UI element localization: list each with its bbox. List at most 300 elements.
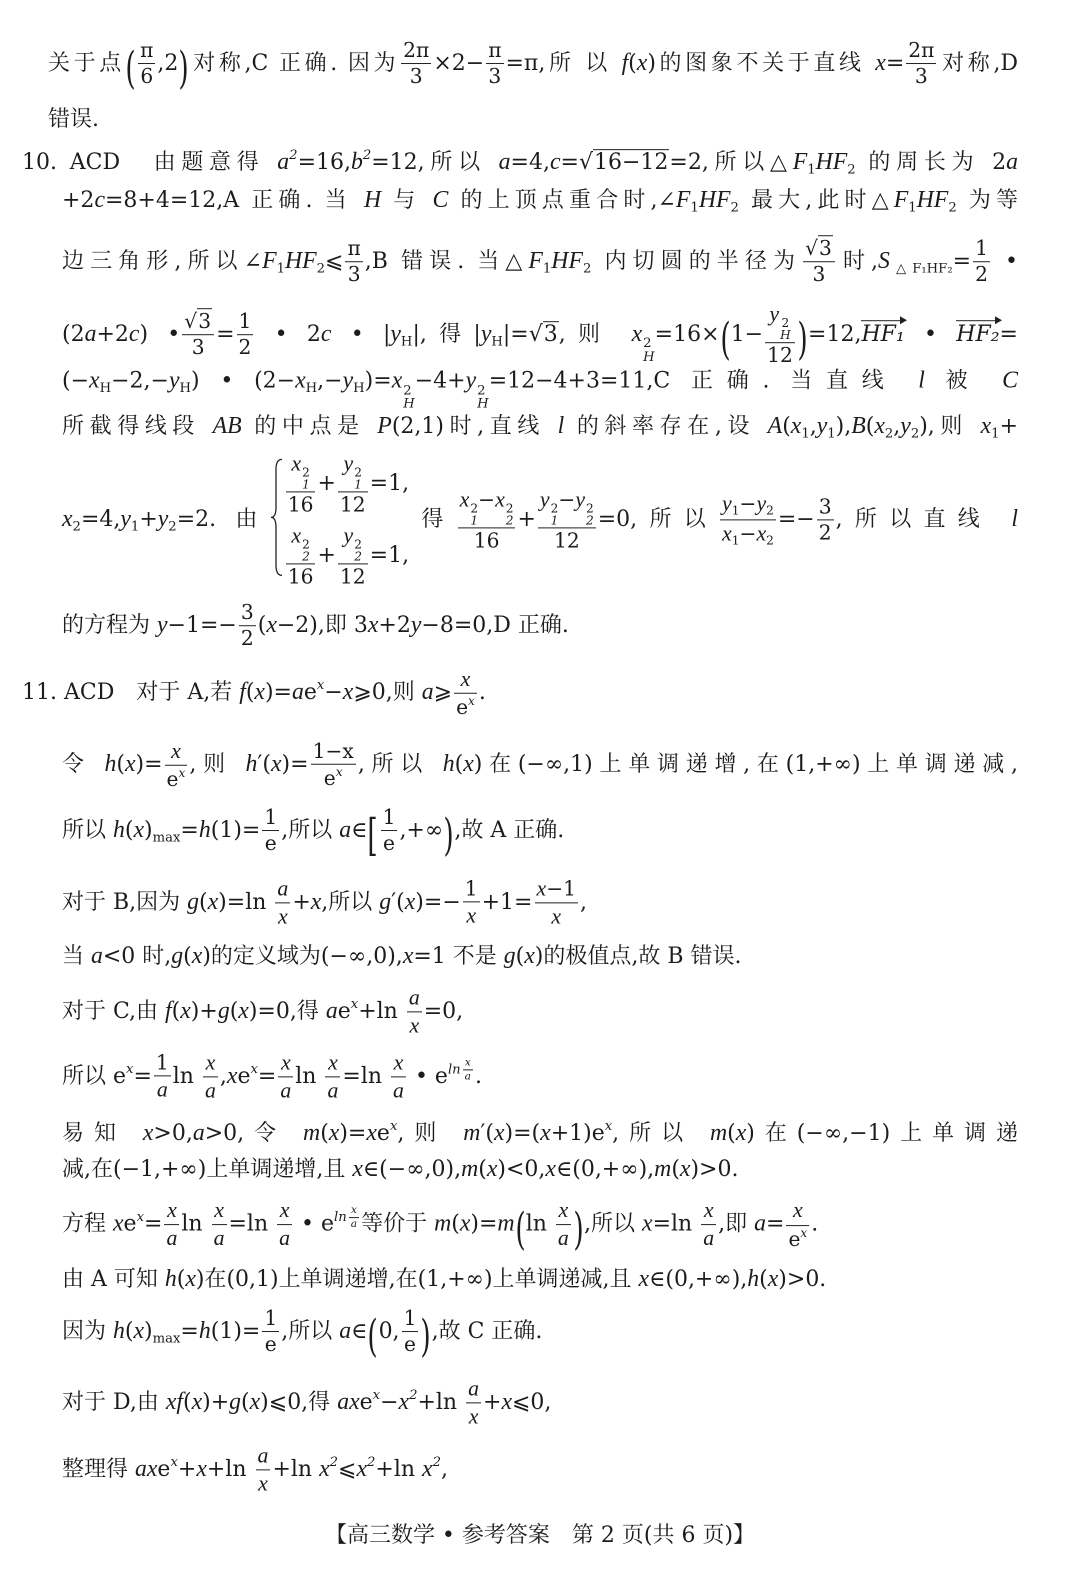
text-run: f bbox=[621, 49, 629, 76]
math-variable bbox=[327, 1079, 338, 1103]
text-run: x bbox=[133, 1317, 145, 1344]
math-variable bbox=[875, 50, 886, 76]
text-run: ln bbox=[525, 1211, 554, 1237]
denominator bbox=[458, 529, 516, 553]
numerator bbox=[535, 876, 579, 903]
text-run: ) • bbox=[139, 321, 181, 347]
text-run: =ln bbox=[342, 1064, 390, 1089]
text-run: a bbox=[156, 1077, 168, 1102]
math-variable bbox=[311, 889, 322, 915]
text-run: )=ln bbox=[218, 890, 274, 915]
math-variable bbox=[89, 368, 100, 394]
math-variable bbox=[321, 321, 332, 347]
text-run: x bbox=[124, 750, 136, 777]
text-run: x bbox=[278, 904, 288, 929]
fraction bbox=[486, 39, 503, 89]
text-run: ,− bbox=[317, 368, 343, 394]
math-variable bbox=[878, 248, 890, 274]
denominator bbox=[803, 263, 835, 287]
large-bracket: ( bbox=[719, 314, 731, 366]
math-variable bbox=[545, 1156, 556, 1182]
text-run: x bbox=[558, 1198, 569, 1223]
text-run: g bbox=[171, 943, 184, 970]
radicand: 16−12 bbox=[593, 150, 669, 176]
math-variable bbox=[169, 368, 180, 394]
text-run: + bbox=[292, 890, 311, 915]
fraction bbox=[973, 237, 990, 287]
text-run: HF bbox=[698, 187, 731, 214]
text-run: e bbox=[264, 831, 277, 856]
numerator bbox=[138, 39, 155, 64]
text-run: 3 bbox=[818, 494, 832, 519]
text-run: x bbox=[391, 367, 403, 394]
text-run: ,故 C 正确. bbox=[431, 1318, 543, 1344]
text-run: x bbox=[366, 1120, 377, 1147]
subscript bbox=[491, 335, 503, 350]
math-variable bbox=[736, 1120, 747, 1146]
superscript: 2 bbox=[477, 383, 486, 399]
text-run: 2 bbox=[948, 200, 957, 216]
numerator bbox=[402, 1307, 419, 1332]
math-variable bbox=[704, 1198, 714, 1222]
fraction bbox=[538, 487, 596, 553]
denominator bbox=[538, 529, 596, 553]
math-variable bbox=[403, 943, 414, 969]
fraction bbox=[786, 1198, 809, 1250]
text-run: ,所以 bbox=[281, 817, 340, 843]
text-run: ( bbox=[241, 1390, 250, 1415]
denominator bbox=[817, 521, 834, 545]
fraction bbox=[454, 667, 477, 719]
square-root bbox=[579, 149, 669, 175]
math-variable bbox=[199, 817, 211, 843]
text-line bbox=[62, 451, 1018, 588]
math-variable bbox=[344, 523, 354, 547]
text-run: ( bbox=[320, 1121, 329, 1147]
numerator bbox=[463, 877, 480, 902]
text-run: y bbox=[168, 367, 180, 394]
text-run: x bbox=[389, 1119, 398, 1135]
text-run: π bbox=[488, 38, 502, 63]
text-run: x bbox=[631, 320, 643, 347]
text-run: y bbox=[410, 612, 422, 638]
math-variable bbox=[699, 187, 731, 213]
numerator bbox=[165, 739, 188, 766]
text-run: 2 bbox=[766, 533, 774, 548]
text-run: h bbox=[113, 816, 125, 843]
text-run: ,B 错误. 当△ bbox=[364, 249, 529, 274]
text-run: y bbox=[575, 487, 586, 512]
sup-sub-script bbox=[354, 538, 362, 562]
text-run: ,2 bbox=[157, 50, 179, 76]
text-run: =4, bbox=[510, 150, 550, 176]
math-variable bbox=[214, 1226, 225, 1250]
subscript bbox=[168, 520, 176, 535]
subscript bbox=[807, 163, 815, 178]
denominator bbox=[154, 1077, 171, 1103]
text-run: −1 bbox=[546, 876, 577, 901]
text-run: (1)= bbox=[210, 1318, 261, 1344]
text-run: x bbox=[790, 413, 802, 440]
text-run: 1− bbox=[730, 321, 764, 347]
text-run: x bbox=[170, 1455, 178, 1471]
subscript bbox=[306, 381, 318, 396]
fraction bbox=[765, 302, 795, 368]
text-run: HF bbox=[916, 187, 949, 214]
text-run: x bbox=[367, 612, 379, 638]
text-line bbox=[62, 302, 1018, 368]
text-run: 1 bbox=[264, 1306, 278, 1331]
text-run: x bbox=[207, 889, 219, 915]
text-run: −8=0,D 正确. bbox=[421, 613, 569, 638]
denominator bbox=[463, 903, 480, 929]
numerator bbox=[164, 1198, 179, 1225]
text-run: g bbox=[503, 943, 516, 970]
text-run: 1 bbox=[382, 805, 396, 830]
fraction bbox=[463, 877, 480, 928]
superscript bbox=[289, 148, 297, 163]
math-variable bbox=[351, 149, 363, 175]
text-run: a bbox=[279, 1226, 291, 1251]
text-run: a bbox=[280, 1078, 292, 1103]
text-run: x bbox=[463, 750, 474, 777]
text-run: e bbox=[788, 1226, 801, 1251]
text-run: ,则 bbox=[558, 321, 632, 347]
text-run: 1 bbox=[975, 236, 988, 261]
math-variable bbox=[793, 149, 808, 175]
text-run: 2 bbox=[432, 1455, 441, 1471]
text-run: x bbox=[409, 1013, 420, 1038]
math-variable bbox=[900, 413, 911, 439]
text-run: , bbox=[219, 1064, 227, 1089]
text-run: HF bbox=[551, 248, 583, 274]
fraction bbox=[164, 1198, 179, 1251]
radicand: 3 bbox=[198, 309, 212, 334]
text-run: 得 bbox=[409, 507, 456, 532]
text-run: + bbox=[317, 471, 336, 497]
denominator bbox=[212, 1225, 227, 1251]
text-run: 2 bbox=[409, 1388, 418, 1404]
text-run: ln bbox=[334, 1209, 347, 1225]
denominator bbox=[325, 1078, 340, 1104]
math-variable bbox=[756, 491, 766, 515]
math-variable bbox=[468, 1376, 479, 1400]
text-run: )= bbox=[470, 1211, 498, 1237]
denominator bbox=[275, 904, 290, 930]
text-run: 的中点是 bbox=[241, 414, 378, 440]
text-run: x bbox=[226, 1063, 238, 1089]
fraction bbox=[286, 451, 316, 517]
text-run: F bbox=[893, 187, 909, 214]
text-run: 因为 bbox=[62, 1318, 113, 1344]
text-run: =2. 由 bbox=[176, 507, 270, 532]
math-variable bbox=[461, 667, 471, 691]
math-variable bbox=[499, 149, 511, 175]
text-run: ,所以 bbox=[321, 890, 380, 915]
denominator bbox=[486, 64, 503, 88]
text-run: H bbox=[305, 381, 318, 397]
fraction bbox=[556, 1198, 571, 1251]
math-variable bbox=[894, 187, 909, 213]
math-variable bbox=[676, 187, 691, 213]
text-run: a bbox=[754, 1210, 766, 1237]
math-variable bbox=[120, 506, 131, 532]
text-run: x bbox=[328, 1120, 340, 1147]
math-variable bbox=[559, 1198, 569, 1222]
text-run: e bbox=[359, 1390, 373, 1415]
text-run: 3 bbox=[191, 335, 205, 360]
text-run: )= bbox=[339, 1121, 367, 1147]
text-run: e bbox=[337, 999, 351, 1024]
text-run: . bbox=[478, 679, 486, 705]
math-variable bbox=[632, 321, 643, 347]
text-run: 0, bbox=[378, 1318, 400, 1344]
math-variable bbox=[280, 1079, 291, 1103]
subscript: 2 bbox=[302, 549, 310, 564]
text-run: ( bbox=[671, 1157, 680, 1183]
fraction bbox=[277, 1198, 292, 1251]
text-run: 对称,C 正确. 因为 bbox=[189, 50, 400, 76]
text-run: f bbox=[239, 678, 246, 705]
text-run: )=( bbox=[504, 1121, 541, 1147]
fraction bbox=[203, 1050, 218, 1103]
text-run: x bbox=[266, 612, 277, 638]
fraction bbox=[345, 237, 362, 287]
fraction bbox=[239, 601, 256, 651]
math-variable bbox=[326, 998, 338, 1024]
denominator bbox=[345, 263, 362, 287]
text-run: ) • (2− bbox=[191, 368, 296, 394]
math-variable bbox=[192, 1389, 203, 1415]
text-run: e bbox=[123, 1211, 137, 1237]
math-variable bbox=[271, 751, 282, 777]
numerator bbox=[486, 39, 503, 64]
text-run: =1, bbox=[369, 542, 410, 568]
text-run: x bbox=[126, 1062, 134, 1078]
superscript bbox=[170, 1455, 177, 1470]
text-run: 3 bbox=[488, 64, 502, 89]
text-run: x bbox=[404, 889, 416, 915]
text-run: ( bbox=[124, 817, 134, 843]
math-variable bbox=[379, 889, 391, 915]
text-run: ( bbox=[257, 613, 267, 638]
text-run: max bbox=[152, 830, 181, 846]
text-run: x bbox=[638, 1266, 650, 1293]
math-variable bbox=[343, 679, 354, 705]
numerator bbox=[262, 1307, 279, 1332]
text-run: = bbox=[766, 1211, 785, 1237]
math-variable bbox=[352, 1156, 363, 1182]
fraction bbox=[278, 1050, 293, 1103]
text-run: ′( bbox=[257, 751, 271, 777]
numerator bbox=[973, 237, 990, 262]
text-run: 16 bbox=[287, 492, 314, 517]
sup-sub-script bbox=[470, 502, 478, 526]
math-variable bbox=[171, 739, 181, 763]
math-variable bbox=[756, 522, 766, 546]
math-variable bbox=[460, 1211, 471, 1237]
numerator bbox=[212, 1198, 227, 1225]
math-variable bbox=[356, 1456, 367, 1482]
text-run: =16, bbox=[297, 150, 351, 176]
text-run: a bbox=[339, 816, 352, 843]
math-variable bbox=[469, 1405, 479, 1429]
text-run: )在(−∞,−1)上单调递 bbox=[746, 1121, 1018, 1147]
superscript bbox=[336, 765, 343, 779]
large-bracket: ( bbox=[125, 42, 136, 94]
text-run: x bbox=[735, 1120, 747, 1147]
text-run: 1 bbox=[731, 503, 740, 518]
math-variable bbox=[319, 1456, 330, 1482]
text-run: y bbox=[343, 523, 354, 547]
text-line bbox=[48, 38, 1018, 94]
text-run: = bbox=[885, 50, 905, 76]
text-run: b bbox=[350, 149, 363, 176]
text-run: a bbox=[91, 943, 103, 970]
text-run: x bbox=[551, 904, 562, 929]
text-run: 6 bbox=[140, 64, 154, 89]
text-run: x bbox=[800, 1225, 808, 1240]
text-run: e bbox=[264, 1332, 277, 1357]
text-run: ( bbox=[478, 1157, 487, 1183]
text-run: + bbox=[317, 542, 336, 568]
subscript: H bbox=[477, 396, 489, 412]
math-variable bbox=[133, 817, 144, 843]
math-variable bbox=[874, 413, 885, 439]
text-run: +ln bbox=[206, 1457, 254, 1482]
fraction bbox=[906, 39, 936, 89]
text-run: x bbox=[89, 367, 100, 394]
math-variable bbox=[504, 943, 516, 969]
text-run: x bbox=[350, 1204, 357, 1217]
denominator bbox=[278, 1078, 293, 1104]
fraction bbox=[402, 1307, 419, 1357]
text-run: ( bbox=[199, 890, 208, 915]
subscript bbox=[911, 427, 919, 442]
sup-sub-script bbox=[354, 466, 362, 490]
text-run: , bbox=[893, 414, 901, 440]
subscript: 1 bbox=[470, 513, 479, 528]
text-run: =1, bbox=[369, 471, 410, 497]
text-run: x bbox=[142, 1120, 154, 1147]
text-run: e bbox=[237, 1064, 251, 1089]
text-run: +ln bbox=[417, 1390, 465, 1415]
numerator bbox=[275, 876, 290, 903]
text-run: 所以 bbox=[62, 817, 113, 843]
math-variable bbox=[434, 1211, 451, 1237]
text-run: )= bbox=[135, 751, 163, 777]
text-run: 3 bbox=[409, 64, 423, 89]
text-line bbox=[62, 189, 1018, 215]
fraction bbox=[720, 491, 776, 548]
superscript: 2 bbox=[302, 537, 310, 552]
math-variable bbox=[165, 1266, 177, 1292]
text-run: =ln bbox=[228, 1211, 276, 1237]
text-run: 2 bbox=[316, 261, 326, 277]
text-run: )+ bbox=[190, 999, 218, 1024]
text-run: =12,所以 bbox=[371, 150, 499, 176]
text-run: 关于点 bbox=[48, 50, 125, 76]
math-variable bbox=[537, 876, 547, 900]
text-run: ( bbox=[229, 999, 239, 1024]
math-variable bbox=[339, 817, 351, 843]
math-variable bbox=[460, 487, 470, 511]
text-run: H bbox=[353, 381, 365, 397]
text-run: • e bbox=[407, 1064, 448, 1089]
math-variable bbox=[187, 889, 199, 915]
text-run: x bbox=[636, 49, 648, 76]
text-run: 2 bbox=[884, 426, 894, 442]
subscript bbox=[153, 1331, 181, 1346]
text-run: x bbox=[185, 1266, 196, 1293]
text-run: ( bbox=[182, 1390, 192, 1415]
math-variable bbox=[703, 1226, 714, 1250]
math-variable bbox=[463, 1120, 480, 1146]
subscript bbox=[401, 335, 413, 350]
numerator bbox=[154, 1051, 171, 1076]
text-run: x bbox=[703, 1198, 714, 1223]
fraction bbox=[391, 1050, 406, 1103]
math-variable bbox=[722, 522, 732, 546]
denominator bbox=[906, 64, 936, 88]
text-run: x bbox=[196, 1456, 207, 1482]
text-run: 的方程为 bbox=[62, 613, 157, 638]
fraction bbox=[237, 310, 254, 360]
subscript: 2 bbox=[505, 513, 514, 528]
text-run: x bbox=[342, 678, 354, 705]
denominator bbox=[165, 766, 188, 791]
math-variable bbox=[94, 187, 105, 213]
math-variable bbox=[754, 1211, 766, 1237]
text-run: =16× bbox=[654, 321, 720, 347]
text-run: 整理得 bbox=[62, 1457, 135, 1482]
text-run: 12 bbox=[767, 343, 793, 368]
math-variable bbox=[158, 506, 169, 532]
math-variable bbox=[722, 491, 732, 515]
math-variable bbox=[113, 1318, 125, 1344]
subscript bbox=[991, 427, 999, 442]
text-run: m bbox=[303, 1120, 321, 1147]
text-run: x bbox=[493, 1120, 505, 1147]
sup-sub-script bbox=[643, 338, 655, 364]
math-variable bbox=[171, 943, 183, 969]
large-bracket: ) bbox=[573, 1203, 584, 1255]
numerator bbox=[311, 740, 356, 765]
text-run: x bbox=[133, 816, 145, 843]
text-run: • e bbox=[294, 1211, 335, 1237]
text-run: x bbox=[279, 1198, 290, 1223]
text-run: + bbox=[177, 1457, 197, 1482]
text-run: 易知 bbox=[62, 1121, 143, 1147]
text-run: + bbox=[139, 507, 158, 532]
superscript: 2 bbox=[643, 336, 652, 352]
text-run: 对于 C,由 bbox=[62, 999, 166, 1024]
denominator bbox=[701, 1225, 716, 1251]
text-run: )的极值点,故 B 错误. bbox=[534, 944, 742, 970]
text-run: y bbox=[157, 612, 168, 638]
fraction bbox=[256, 1443, 271, 1496]
text-run: + bbox=[517, 507, 536, 532]
text-run: a bbox=[257, 1443, 269, 1468]
math-variable bbox=[113, 1211, 124, 1237]
text-run: ( bbox=[515, 944, 525, 970]
denominator bbox=[182, 335, 214, 359]
text-run: 1 bbox=[403, 1306, 417, 1331]
fraction bbox=[154, 1051, 171, 1102]
text-run: x bbox=[722, 521, 732, 546]
math-variable bbox=[229, 1389, 241, 1415]
numerator bbox=[262, 806, 279, 831]
